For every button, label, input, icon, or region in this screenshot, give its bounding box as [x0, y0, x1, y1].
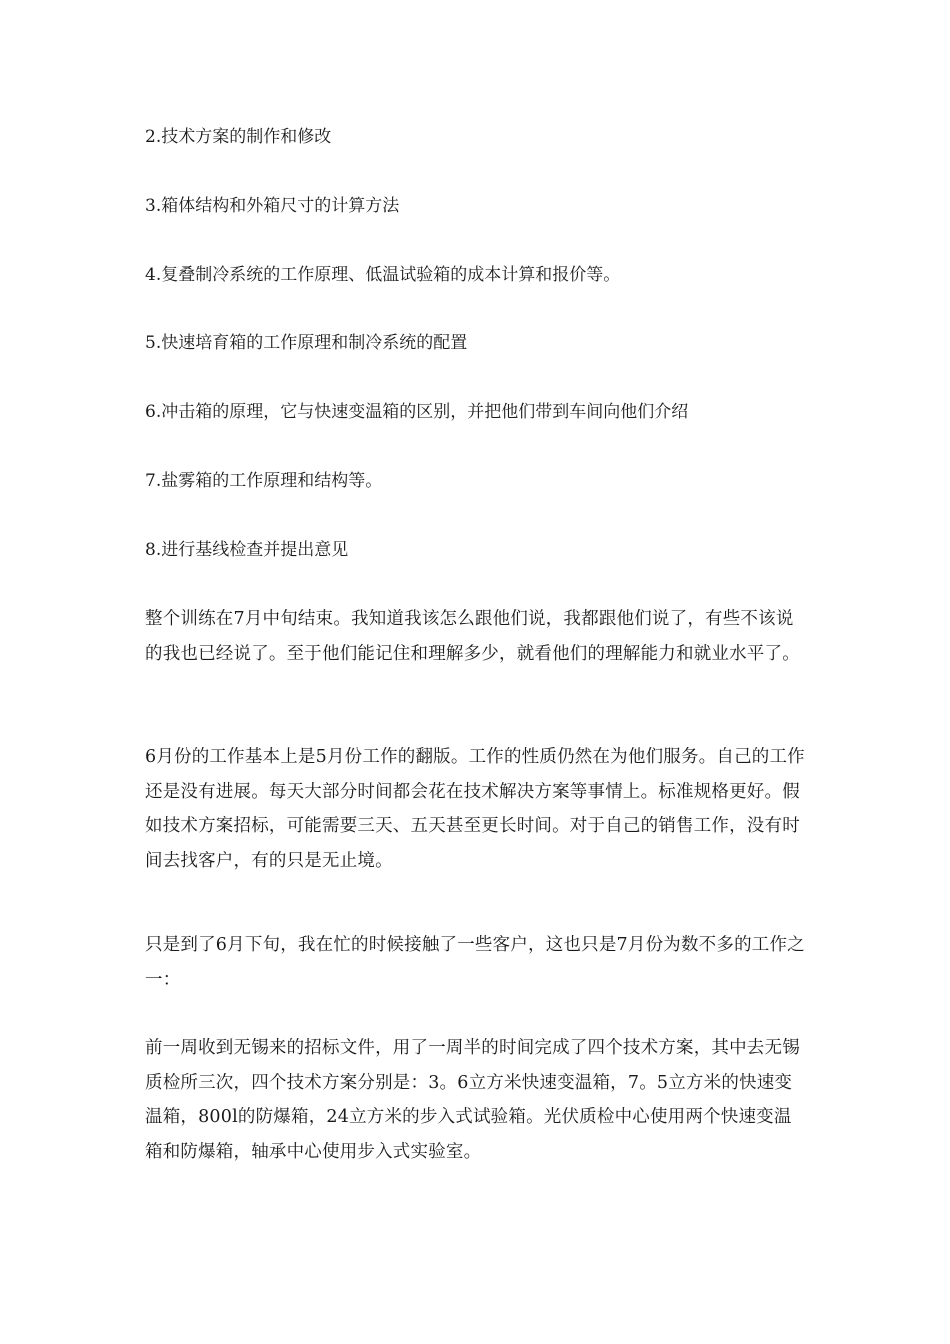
paragraph: 整个训练在7月中旬结束。我知道我该怎么跟他们说，我都跟他们说了，有些不该说的我也已经说了。至于他们能记住和理解多少，就看他们的理解能力和就业水平了。: [145, 609, 800, 664]
list-item: 6.冲击箱的原理，它与快速变温箱的区别，并把他们带到车间向他们介绍: [145, 402, 689, 422]
list-item: 3.箱体结构和外箱尺寸的计算方法: [145, 196, 400, 216]
list-item: 4.复叠制冷系统的工作原理、低温试验箱的成本计算和报价等。: [145, 265, 621, 285]
list-item: 8.进行基线检查并提出意见: [145, 540, 349, 560]
paragraph: 6月份的工作基本上是5月份工作的翻版。工作的性质仍然在为他们服务。自己的工作还是没有进展。每天大部分时间都会花在技术解决方案等事情上。标准规格更好。假如技术方案招标，可能需要三天、五天甚至更长时间。对于自己的销售工作，没有时间去找客户，有的只是无止境。: [145, 747, 805, 871]
list-item: 5.快速培育箱的工作原理和制冷系统的配置: [145, 333, 468, 353]
list-item: 7.盐雾箱的工作原理和结构等。: [145, 471, 383, 491]
paragraph: 只是到了6月下旬，我在忙的时候接触了一些客户，这也只是7月份为数不多的工作之一：: [145, 935, 805, 990]
paragraph: 前一周收到无锡来的招标文件，用了一周半的时间完成了四个技术方案，其中去无锡质检所三次，四个技术方案分别是：3。6立方米快速变温箱，7。5立方米的快速变温箱，800l的防爆箱，24立方米的步入式试验箱。光伏质检中心使用两个快速变温箱和防爆箱，轴承中心使用步入式实验室。: [145, 1038, 800, 1162]
list-item: 2.技术方案的制作和修改: [145, 127, 332, 147]
